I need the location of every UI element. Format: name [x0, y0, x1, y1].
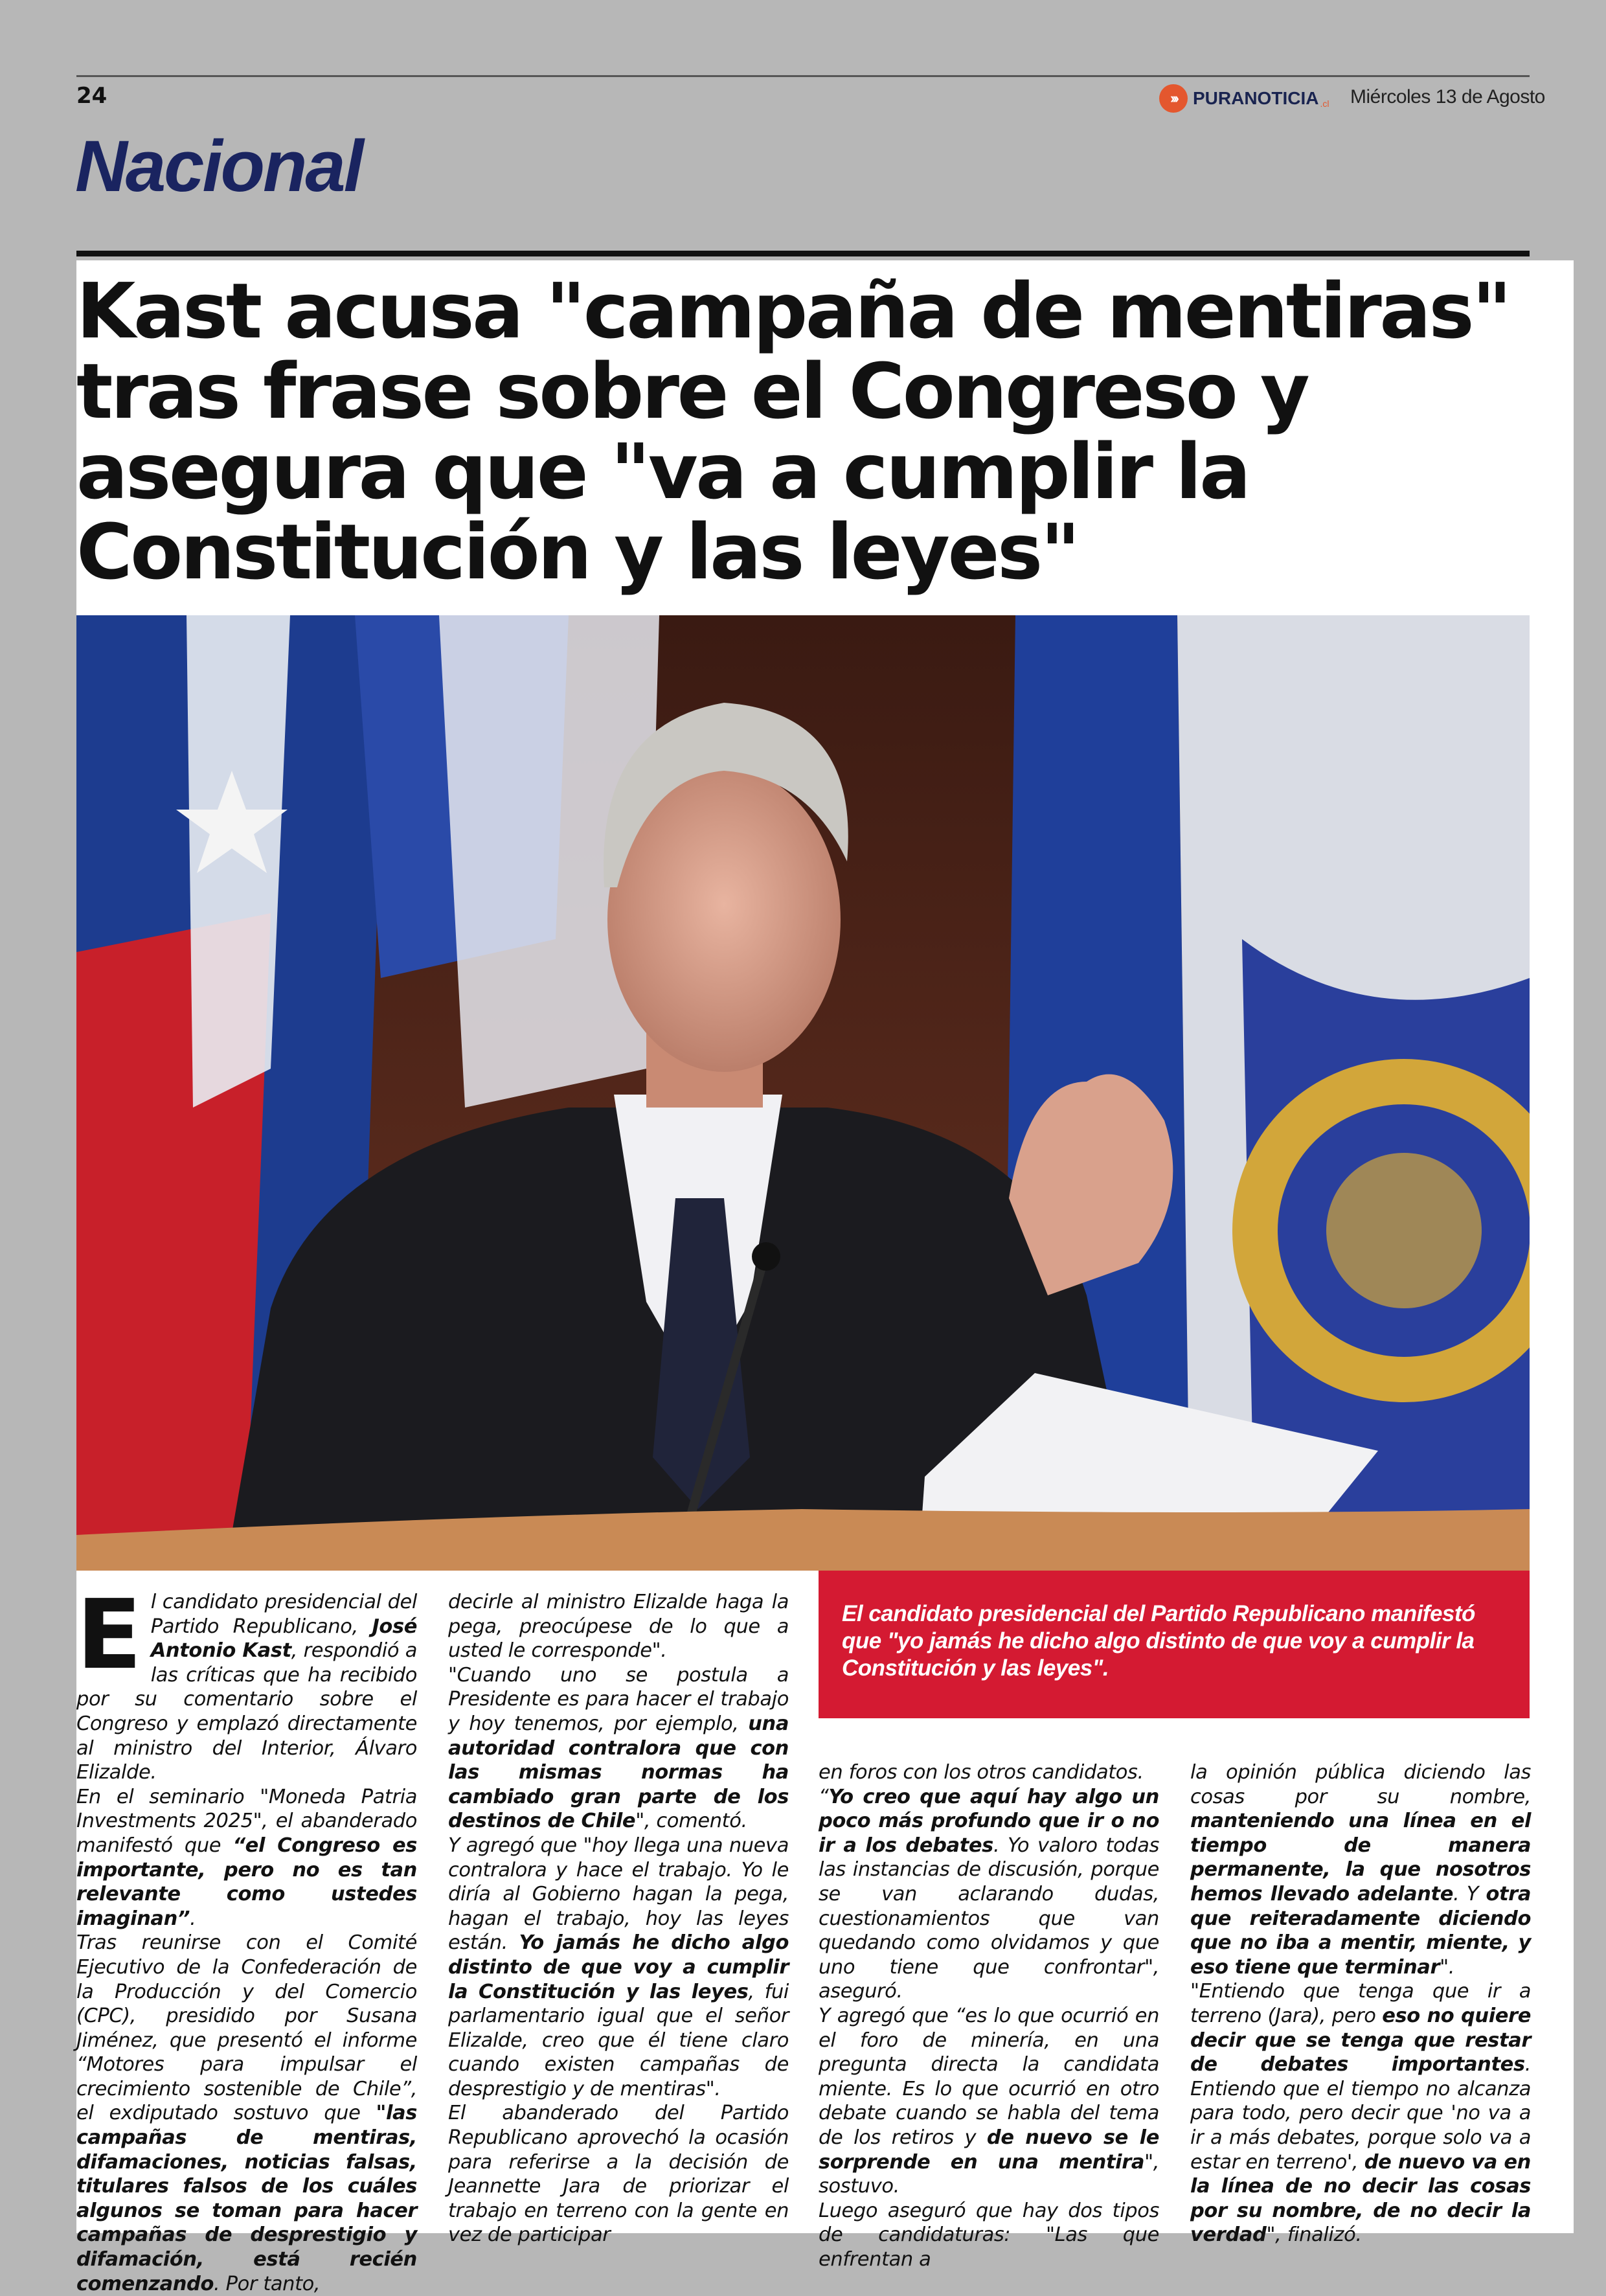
chevrons-icon: ›››	[1159, 84, 1188, 113]
paragraph: Luego aseguró que hay dos tipos de candidaturas: "Las que enfrentan a	[819, 2199, 1159, 2271]
header-rule	[76, 75, 1530, 77]
paragraph: Tras reunirse con el Comité Ejecutivo de la Confederación de la Producción y del Comercio (CPC), presidido por Susana Jiménez, que presentó el informe “Motores para impulsar el crecimiento sostenible de Chile”, el exdiputado sostuvo que "las campañas de mentiras, difamaciones, noticias falsas, titulares falsos de los cuáles algunos se toman para hacer campañas de desprestigio y difamación, está recién comenzando. Por tanto,	[76, 1931, 417, 2295]
paragraph: “Yo creo que aquí hay algo un poco más profundo que ir o no ir a los debates. Yo valoro todas las instancias de discusión, porque se van aclarando dudas, cuestionamientos que van quedando como olvidamos y que uno tiene que confrontar", aseguró.	[819, 1785, 1160, 2003]
pull-quote: El candidato presidencial del Partido Republicano manifestó que "yo jamás he dicho algo distinto de que voy a cumplir la Constitución y las leyes".	[819, 1571, 1530, 1718]
section-rule	[76, 251, 1530, 256]
article-column-4	[1190, 1760, 1531, 2247]
paragraph: En el seminario "Moneda Patria Investments 2025", el abanderado manifestó que “el Congreso es importante, pero no es tan relevante como ustedes imaginan”.	[76, 1785, 417, 1930]
brand-logo[interactable]	[1159, 84, 1329, 113]
paragraph: "Cuando uno se postula a Presidente es para hacer el trabajo y hoy tenemos, por ejemplo, una autoridad contralora que con las mismas normas ha cambiado gran parte de los destinos de Chile", comentó.	[448, 1663, 789, 1833]
drop-cap: E	[76, 1579, 142, 1690]
brand-suffix: .cl	[1320, 98, 1329, 109]
paragraph: l candidato presidencial del Partido Republicano, José Antonio Kast, respondió a las críticas que ha recibido por su comentario sobre el Congreso y emplazó directamente al ministro del Interior, Álvaro Elizalde.	[76, 1591, 417, 1784]
article-headline: Kast acusa "campaña de mentiras" tras frase sobre el Congreso y asegura que "va a cumplir la Constitución y las leyes"	[76, 266, 1510, 597]
paragraph: en foros con los otros candidatos.	[819, 1761, 1144, 1784]
article-column-3	[819, 1760, 1159, 2271]
paragraph: Y agregó que “es lo que ocurrió en el foro de minería, en una pregunta directa la candidata miente. Es lo que ocurrió en otro debate cuando se habla del tema de los retiros y de nuevo se le sorprende en una mentira", sostuvo.	[819, 2004, 1159, 2198]
article-column-1	[76, 1579, 417, 2296]
issue-date: Miércoles 13 de Agosto	[1350, 86, 1545, 108]
paragraph: decirle al ministro Elizalde haga la pega, preocúpese de lo que a usted le corresponde".	[448, 1591, 789, 1663]
paragraph: la opinión pública diciendo las cosas por su nombre, manteniendo una línea en el tiempo de manera permanente, la que nosotros hemos llevado adelante. Y otra que reiteradamente diciendo que no iba a mentir, miente, y eso tiene que terminar".	[1190, 1761, 1531, 1979]
paragraph: Y agregó que "hoy llega una nueva contralora y hace el trabajo. Yo le diría al Gobierno hagan la pega, hagan el trabajo, hoy las leyes están. Yo jamás he dicho algo distinto de que voy a cumplir la Constitución y las leyes, fui parlamentario igual que el señor Elizalde, creo que él tiene claro cuando existen campañas de desprestigio y de mentiras".	[448, 1834, 789, 2100]
brand-name: PURANOTICIA	[1193, 88, 1319, 108]
section-title: Nacional	[75, 126, 362, 207]
article-column-2	[448, 1590, 789, 2247]
paragraph: El abanderado del Partido Republicano aprovechó la ocasión para referirse a la decisión de Jeannette Jara de priorizar el trabajo en terreno con la gente en vez de participar	[448, 2102, 789, 2247]
paragraph: "Entiendo que tenga que ir a terreno (Jara), pero eso no quiere decir que se tenga que restar de debates importantes. Entiendo que el tiempo no alcanza para todo, pero decir que 'no va a ir a más debates, porque solo va a estar en terreno', de nuevo va en la línea de no decir las cosas por su nombre, de no decir la verdad", finalizó.	[1190, 1980, 1531, 2247]
article-photo	[76, 615, 1530, 1571]
page-number: 24	[76, 83, 107, 109]
